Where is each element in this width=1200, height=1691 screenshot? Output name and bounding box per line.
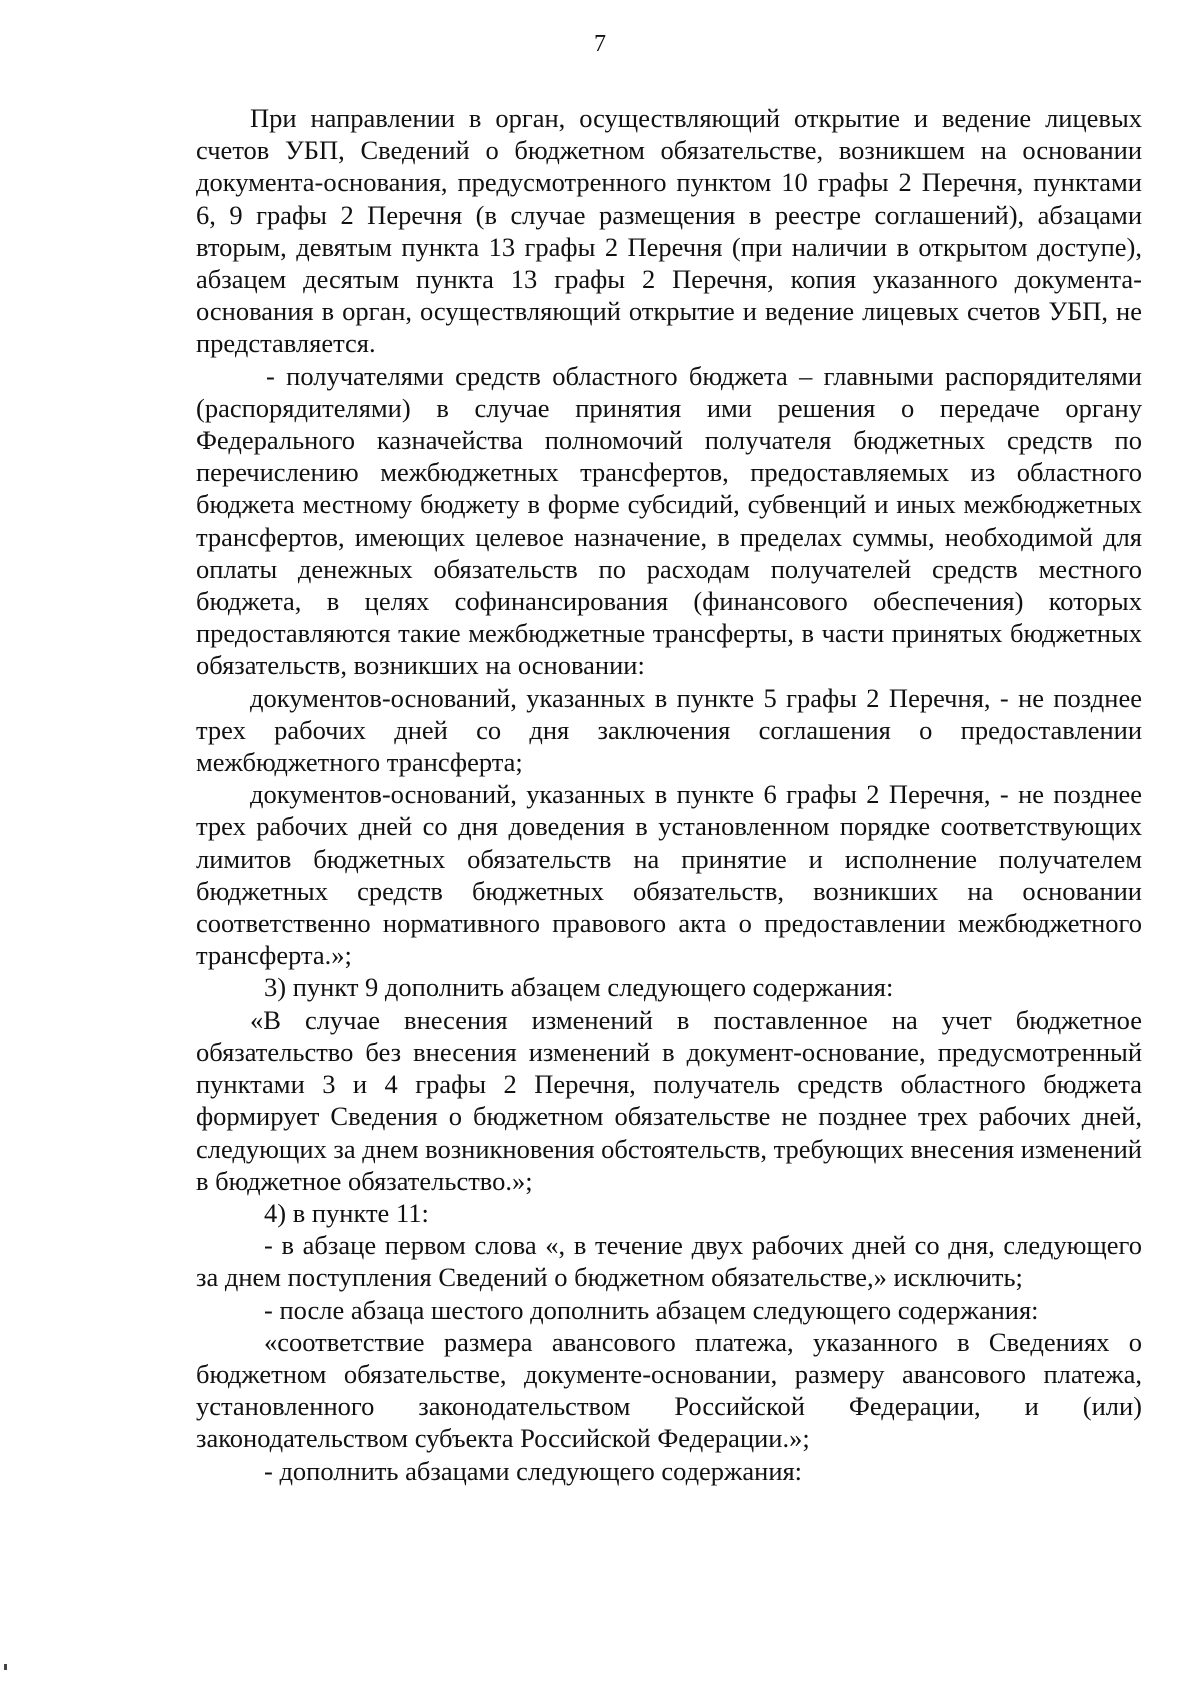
paragraph-item-3-text: «В случае внесения изменений в поставленное на учет бюджетное обязательство без внесения изменений в документ-основание, предусмотренный пунктами 3 и 4 графы 2 Перечня, получатель средств областного бюджета формирует Сведения о бюджетном обязательстве не позднее трех рабочих дней, следующих за днем возникновения обстоятельств, требующих внесения изменений в бюджетное обязательство.»; xyxy=(196,1004,1142,1196)
paragraph-item-4: 4) в пункте 11: xyxy=(264,1197,429,1228)
paragraph-item-3: 3) пункт 9 дополнить абзацем следующего содержания: xyxy=(264,972,894,1003)
paragraph-item-4-second: - после абзаца шестого дополнить абзацем следующего содержания: xyxy=(264,1294,1039,1325)
paragraph-item-4-third: - дополнить абзацами следующего содержания: xyxy=(264,1455,803,1486)
paragraph-submission-note: При направлении в орган, осуществляющий открытие и ведение лицевых счетов УБП, Сведений о бюджетном обязательстве, возникшем на основании документа-основания, предусмотренного пунктом 10 графы 2 Перечня, пунктами 6, 9 графы 2 Перечня (в случае размещения в реестре соглашений), абзацами вторым, девятым пункта 13 графы 2 Перечня (при наличии в открытом доступе), абзацем десятым пункта 13 графы 2 Перечня, копия указанного документа-основания в орган, осуществляющий открытие и ведение лицевых счетов УБП, не представляется. xyxy=(196,103,1142,359)
paragraph-recipients-item: - получателями средств областного бюджета – главными распорядителями (распорядителями) в случае принятия ими решения о передаче органу Федерального казначейства полномочий получателя бюджетных средств по перечислению межбюджетных трансфертов, предоставляемых из областного бюджета местному бюджету в форме субсидий, субвенций и иных межбюджетных трансфертов, имеющих целевое назначение, в пределах суммы, необходимой для оплаты денежных обязательств по расходам получателей средств местного бюджета, в целях софинансирования (финансового обеспечения) которых предоставляются такие межбюджетные трансферты, в части принятых бюджетных обязательств, возникших на основании: xyxy=(196,360,1142,681)
page-number: 7 xyxy=(594,31,606,57)
paragraph-item-4-first: - в абзаце первом слова «, в течение двух рабочих дней со дня, следующего за днем поступления Сведений о бюджетном обязательстве,» исключить; xyxy=(196,1230,1142,1293)
document-body xyxy=(196,102,1142,1487)
paragraph-basis-documents-6: документов-оснований, указанных в пункте 6 графы 2 Перечня, - не позднее трех рабочих дней со дня доведения в установленном порядке соответствующих лимитов бюджетных обязательств на принятие и исполнение получателем бюджетных средств бюджетных обязательств, возникших на основании соответственно нормативного правового акта о предоставлении межбюджетного трансферта.»; xyxy=(196,779,1142,971)
paragraph-basis-documents-5: документов-оснований, указанных в пункте 5 графы 2 Перечня, - не позднее трех рабочих дней со дня заключения соглашения о предоставлении межбюджетного трансферта; xyxy=(196,682,1142,778)
paragraph-item-4-second-text: «соответствие размера авансового платежа, указанного в Сведениях о бюджетном обязательстве, документе-основании, размеру авансового платежа, установленного законодательством Российской Федерации, и (или) законодательством субъекта Российской Федерации.»; xyxy=(196,1326,1142,1454)
scan-edge-mark xyxy=(4,1664,7,1670)
